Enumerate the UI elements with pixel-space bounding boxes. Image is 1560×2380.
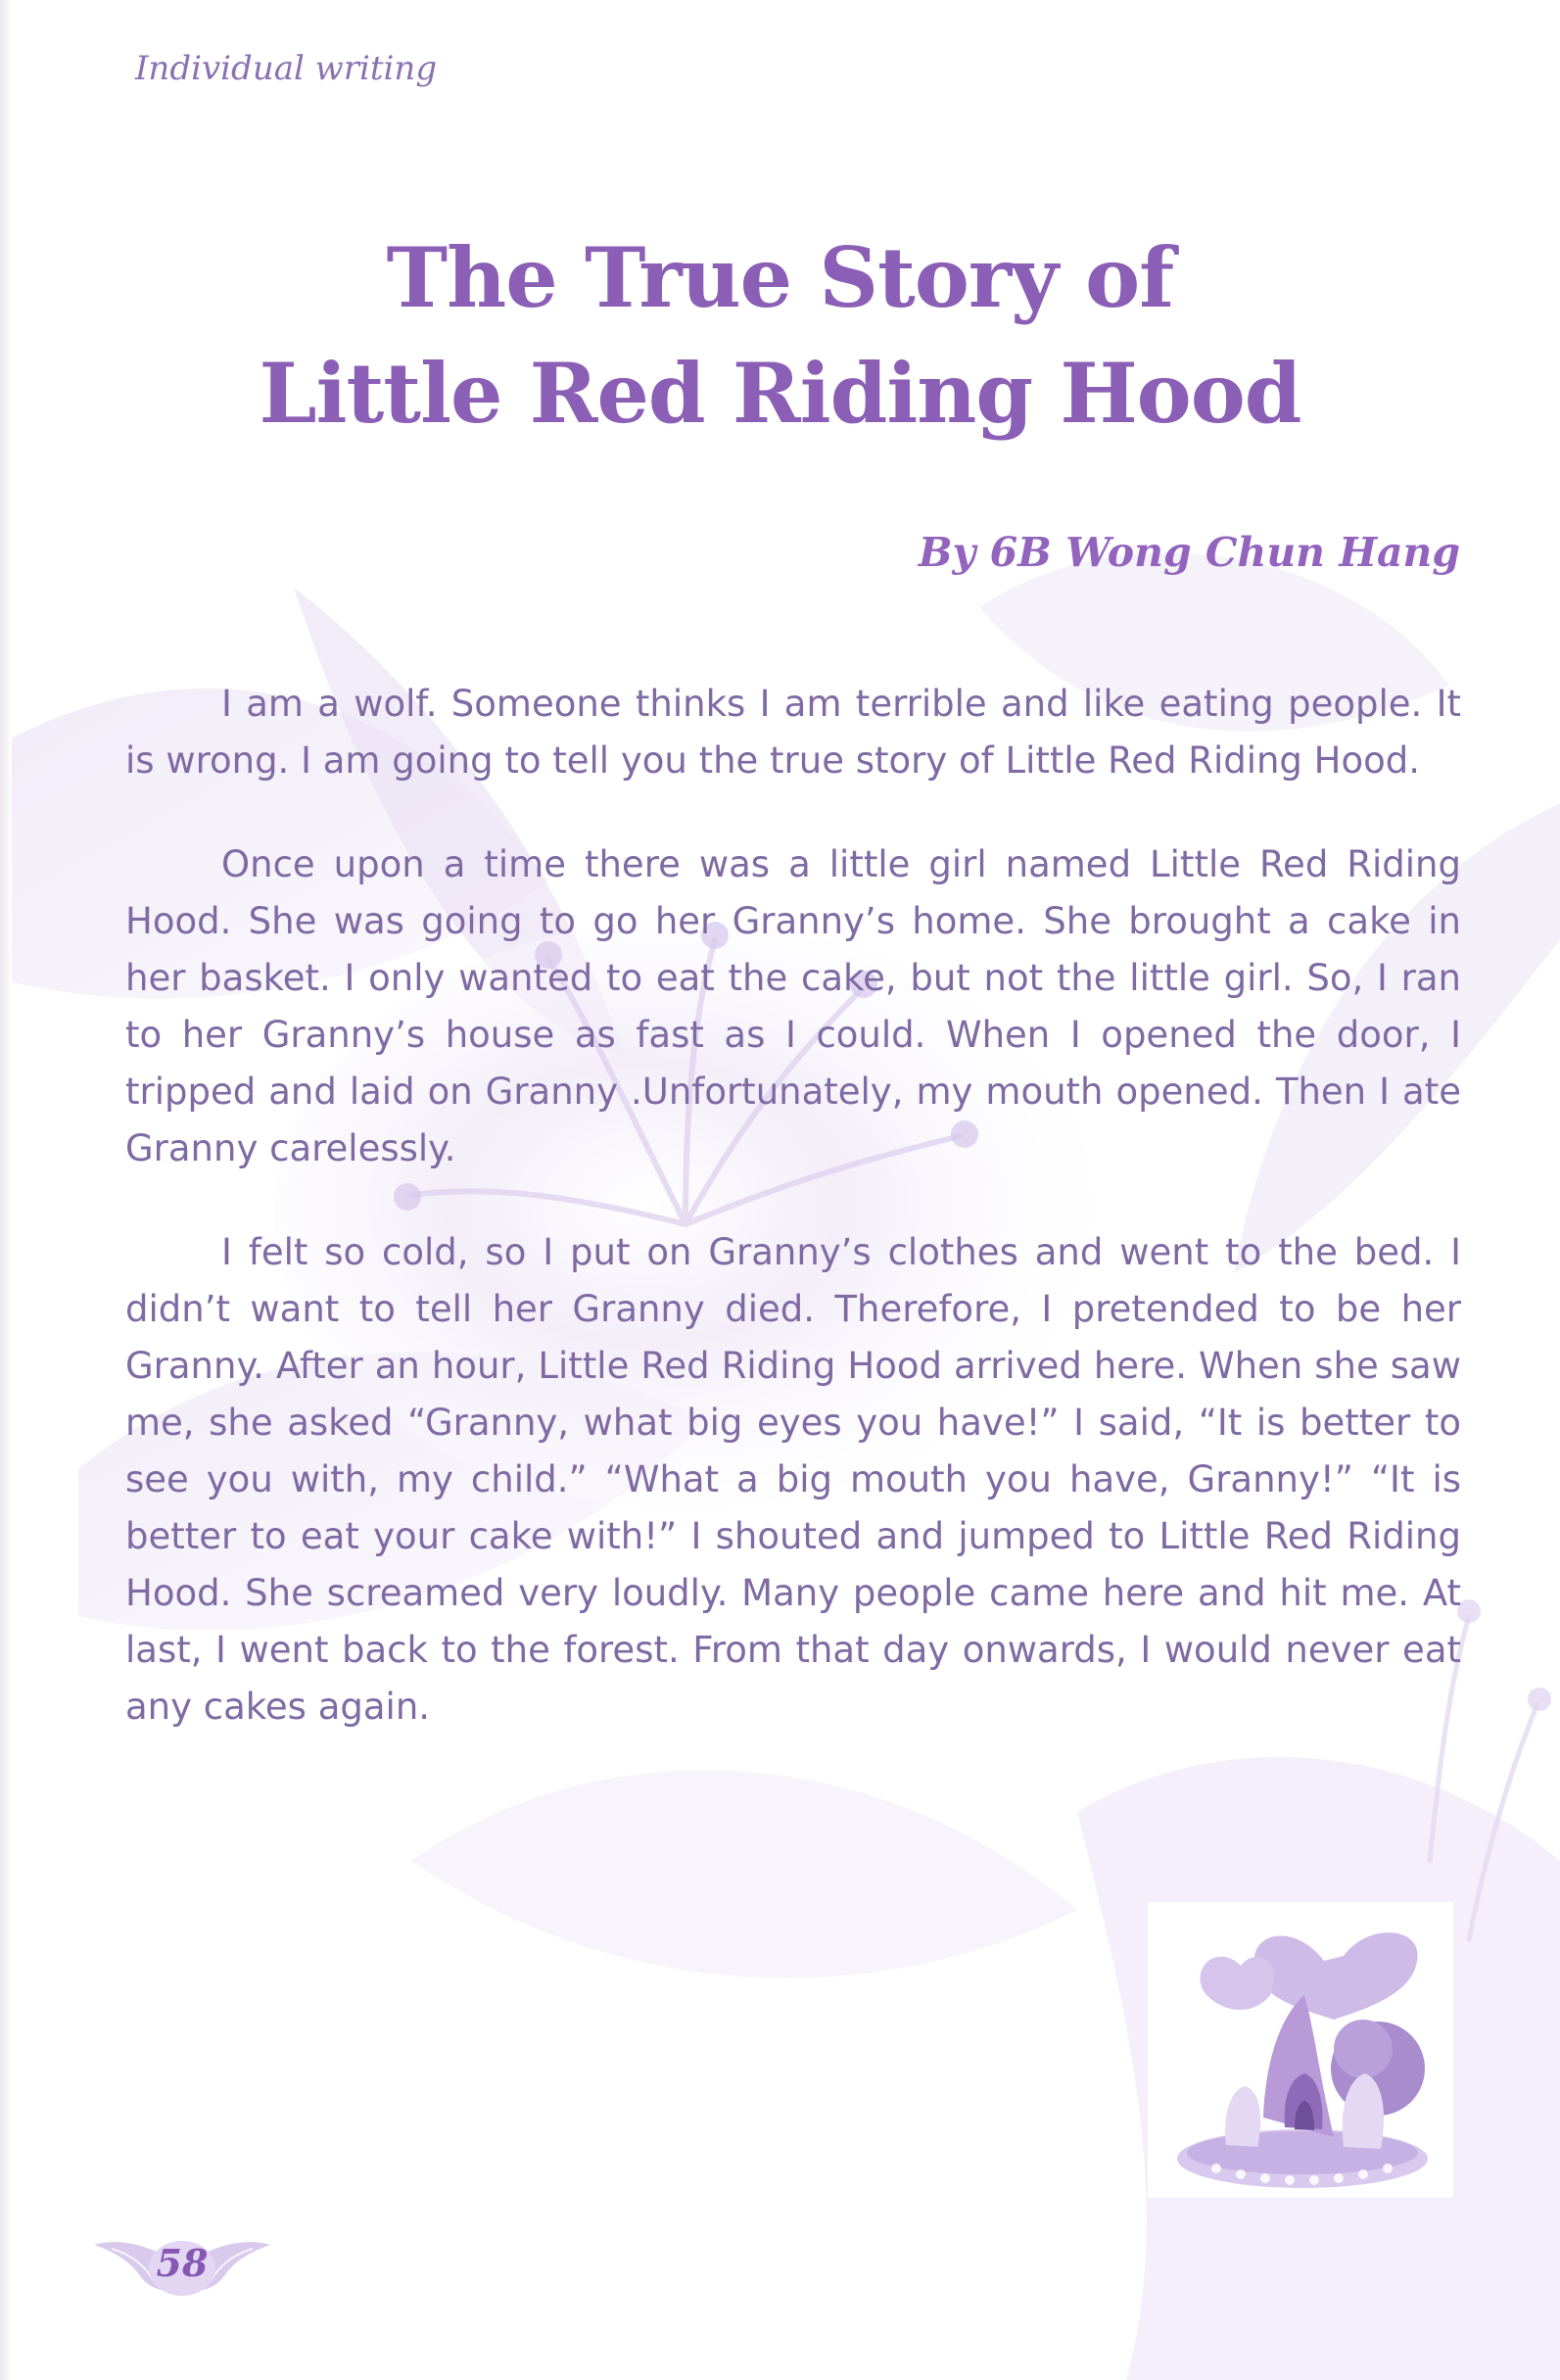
story-body (125, 676, 1461, 1783)
section-label: Individual writing (135, 49, 438, 88)
tree-house-illustration-icon (1148, 1902, 1453, 2198)
story-paragraph-1: I am a wolf. Someone thinks I am terrible and like eating people. It is wrong. I am going to tell you the true story of Little Red Riding Hood. (125, 683, 1461, 782)
story-paragraph-2: Once upon a time there was a little girl named Little Red Riding Hood. She was going to go her Granny’s home. She brought a cake in her basket. I only wanted to eat the cake, but not the little girl. So, I ran to her Granny’s house as fast as I could. When I opened the door, I tripped and laid on Granny .Unfortunately, my mouth opened. Then I ate Granny carelessly. (125, 843, 1461, 1169)
story-title (0, 220, 1560, 452)
story-title-line-1: The True Story of (386, 229, 1174, 326)
page-number-badge (92, 2223, 272, 2311)
page-number: 58 (156, 2241, 209, 2285)
author-byline: By 6B Wong Chun Hang (918, 529, 1460, 576)
story-title-line-2: Little Red Riding Hood (259, 345, 1301, 442)
story-paragraph-3: I felt so cold, so I put on Granny’s clothes and went to the bed. I didn’t want to tell her Granny died. Therefore, I pretended to be her Granny. After an hour, Little Red Riding Hood arrived here. When she saw me, she asked “Granny, what big eyes you have!” I said, “It is better to see you with, my child.” “What a big mouth you have, Granny!” “It is better to eat your cake with!” I shouted and jumped to Little Red Riding Hood. She screamed very loudly. Many people came here and hit me. At last, I went back to the forest. From that day onwards, I would never eat any cakes again. (125, 1231, 1461, 1728)
